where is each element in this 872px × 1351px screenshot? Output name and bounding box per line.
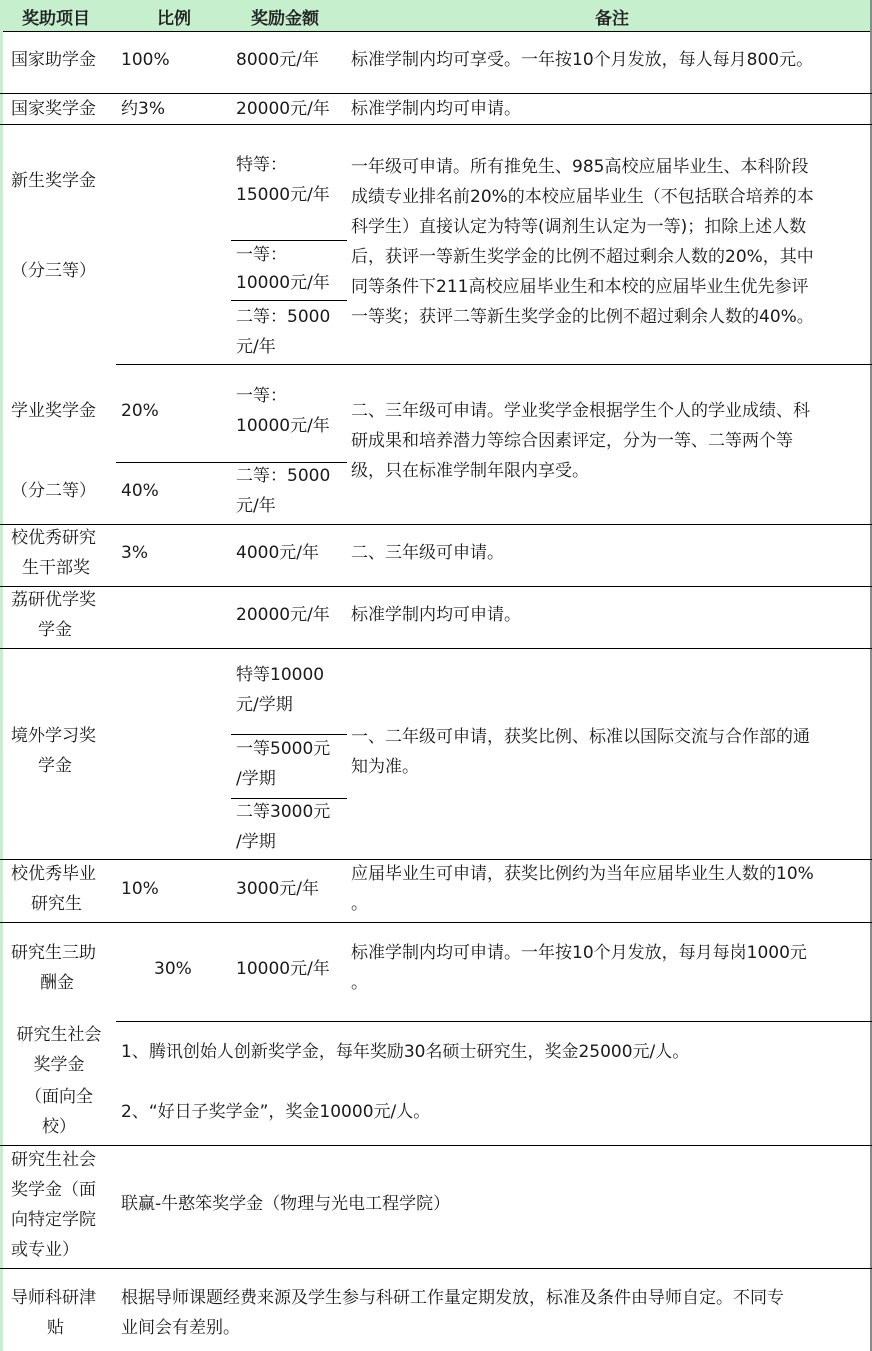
row-note-freshman-line: 科学生）直接认定为特等(调剂生认定为一等)；扣除上述人数 — [351, 217, 807, 237]
row-amount-three-assist: 10000元/年 — [236, 959, 330, 979]
row-ratio-graduate: 10% — [121, 879, 159, 899]
row-amount-lizhi: 20000元/年 — [236, 605, 330, 625]
row-name-social-all-line: 奖学金 — [33, 1055, 85, 1075]
row-note-freshman-line: 同等条件下211高校应届毕业生和本校的应届毕业生优先参评 — [351, 277, 809, 297]
row-name-three-assist-line2: 酬金 — [40, 973, 74, 993]
row-amount-overseas-first-unit: /学期 — [236, 769, 276, 789]
row-note-three-assist-line: 标准学制内均可申请。一年按10个月发放，每月每岗1000元 — [351, 943, 807, 963]
row-amount-academic-first-value: 10000元/年 — [236, 416, 330, 436]
row-note-cadre: 二、三年级可申请。 — [351, 543, 504, 563]
row-amount-freshman-second: 二等：5000 — [236, 307, 331, 327]
row-divider — [0, 922, 872, 923]
row-name-academic-sub: （分二等） — [11, 481, 96, 501]
row-name-social-all-line: 研究生社会 — [16, 1025, 102, 1045]
row-name-social-specific-line: 或专业） — [11, 1240, 79, 1260]
row-note-freshman-line: 成绩专业排名前20%的本校应届毕业生（不包括联合培养的本 — [351, 187, 814, 207]
row-name-graduate-line2: 研究生 — [31, 894, 82, 914]
row-divider — [116, 1021, 872, 1022]
row-amount-academic-second: 二等：5000 — [236, 466, 331, 486]
row-name-graduate: 校优秀毕业 — [11, 864, 96, 884]
row-name-social-all-line: （面向全 — [25, 1087, 93, 1107]
row-amount-freshman-first-value: 10000元/年 — [236, 273, 330, 293]
row-name-freshman: 新生奖学金 — [11, 171, 96, 191]
row-name-freshman-sub: （分三等） — [11, 261, 96, 281]
row-name-cadre-line2: 生干部奖 — [22, 558, 90, 578]
row-amount-overseas-special: 特等10000 — [236, 665, 325, 685]
row-divider — [116, 364, 872, 365]
row-name-social-specific-line: 奖学金（面 — [11, 1180, 96, 1200]
header-amount: 奖励金额 — [251, 9, 319, 29]
row-note-freshman-line: 一等奖；获评二等新生奖学金的比例不超过剩余人数的40%。 — [351, 307, 814, 327]
row-name-national-scholarship: 国家奖学金 — [11, 99, 96, 119]
row-note-social-all-1: 1、腾讯创始人创新奖学金，每年奖励30名硕士研究生，奖金25000元/人。 — [121, 1042, 690, 1062]
row-amount-academic-first: 一等： — [236, 386, 287, 406]
row-amount-overseas-second-unit: /学期 — [236, 832, 276, 852]
row-ratio-three-assist: 30% — [154, 959, 192, 979]
row-note-academic-line: 二、三年级可申请。学业奖学金根据学生个人的学业成绩、科 — [351, 401, 810, 421]
row-amount-freshman-special-value: 15000元/年 — [236, 185, 330, 205]
cell-divider — [231, 300, 347, 301]
row-note-social-all-2: 2、“好日子奖学金”，奖金10000元/人。 — [121, 1102, 431, 1122]
row-amount-cadre: 4000元/年 — [236, 543, 319, 563]
row-divider — [0, 524, 872, 525]
row-name-academic: 学业奖学金 — [11, 401, 96, 421]
row-amount-overseas-second: 二等3000元 — [236, 802, 331, 822]
row-name-overseas-line2: 学金 — [38, 756, 72, 776]
left-border — [0, 31, 3, 1351]
header-note: 备注 — [595, 9, 629, 29]
row-note-graduate-line: 。 — [351, 894, 368, 914]
row-note-three-assist-line: 。 — [351, 973, 368, 993]
row-ratio-cadre: 3% — [121, 543, 148, 563]
row-ratio-academic-second: 40% — [121, 481, 159, 501]
header-item: 奖助项目 — [22, 9, 90, 29]
row-divider — [0, 648, 872, 649]
row-note-freshman-line: 后，获评一等新生奖学金的比例不超过剩余人数的20%，其中 — [351, 247, 814, 267]
row-divider — [0, 1145, 872, 1146]
header-ratio: 比例 — [157, 9, 191, 29]
row-note-lizhi: 标准学制内均可申请。 — [351, 605, 521, 625]
row-note-overseas-line: 一、二年级可申请，获奖比例、标准以国际交流与合作部的通 — [351, 727, 810, 747]
row-name-lizhi-line2: 学金 — [38, 620, 72, 640]
row-divider — [0, 124, 872, 125]
row-note-national-scholarship: 标准学制内均可申请。 — [351, 99, 521, 119]
row-note-freshman-line: 一年级可申请。所有推免生、985高校应届毕业生、本科阶段 — [351, 157, 809, 177]
row-amount-overseas-first: 一等5000元 — [236, 739, 331, 759]
row-name-social-specific-line: 向特定学院 — [11, 1210, 96, 1230]
row-note-advisor-line: 业间会有差别。 — [121, 1318, 240, 1338]
row-note-academic-line: 研成果和培养潜力等综合因素评定，分为一等、二等两个等 — [351, 431, 793, 451]
table-header — [0, 0, 872, 32]
row-ratio-academic-first: 20% — [121, 401, 159, 421]
row-name-advisor-line2: 贴 — [47, 1318, 64, 1338]
row-name-cadre: 校优秀研究 — [11, 528, 96, 548]
row-ratio-national-scholarship: 约3% — [121, 99, 165, 119]
row-note-academic-line: 级，只在标准学制年限内享受。 — [351, 461, 589, 481]
row-amount-freshman-special: 特等： — [236, 155, 287, 175]
row-name-three-assist: 研究生三助 — [11, 943, 96, 963]
row-name-national-grant: 国家助学金 — [11, 50, 96, 70]
row-note-overseas-line: 知为准。 — [351, 757, 419, 777]
row-note-graduate-line: 应届毕业生可申请，获奖比例约为当年应届毕业生人数的10% — [351, 864, 814, 884]
row-note-social-specific: 联赢-牛憨笨奖学金（物理与光电工程学院） — [121, 1194, 451, 1214]
row-name-social-specific-line: 研究生社会 — [11, 1150, 96, 1170]
row-amount-freshman-first: 一等： — [236, 245, 287, 265]
row-name-overseas: 境外学习奖 — [11, 726, 96, 746]
row-name-social-all-line: 校） — [42, 1117, 76, 1137]
row-amount-freshman-second-value: 元/年 — [236, 337, 276, 357]
row-amount-overseas-special-unit: 元/学期 — [236, 695, 293, 715]
row-amount-national-grant: 8000元/年 — [236, 50, 319, 70]
row-amount-graduate: 3000元/年 — [236, 879, 319, 899]
row-note-advisor-line: 根据导师课题经费来源及学生参与科研工作量定期发放，标准及条件由导师自定。不同专 — [121, 1288, 784, 1308]
row-amount-academic-second-value: 元/年 — [236, 496, 276, 516]
row-amount-national-scholarship: 20000元/年 — [236, 99, 330, 119]
row-ratio-national-grant: 100% — [121, 50, 170, 70]
row-divider — [0, 1268, 872, 1269]
row-note-national-grant: 标准学制内均可享受。一年按10个月发放，每人每月800元。 — [351, 50, 814, 70]
row-divider — [0, 586, 872, 587]
row-name-lizhi: 荔研优学奖 — [11, 590, 96, 610]
row-name-advisor: 导师科研津 — [11, 1288, 96, 1308]
